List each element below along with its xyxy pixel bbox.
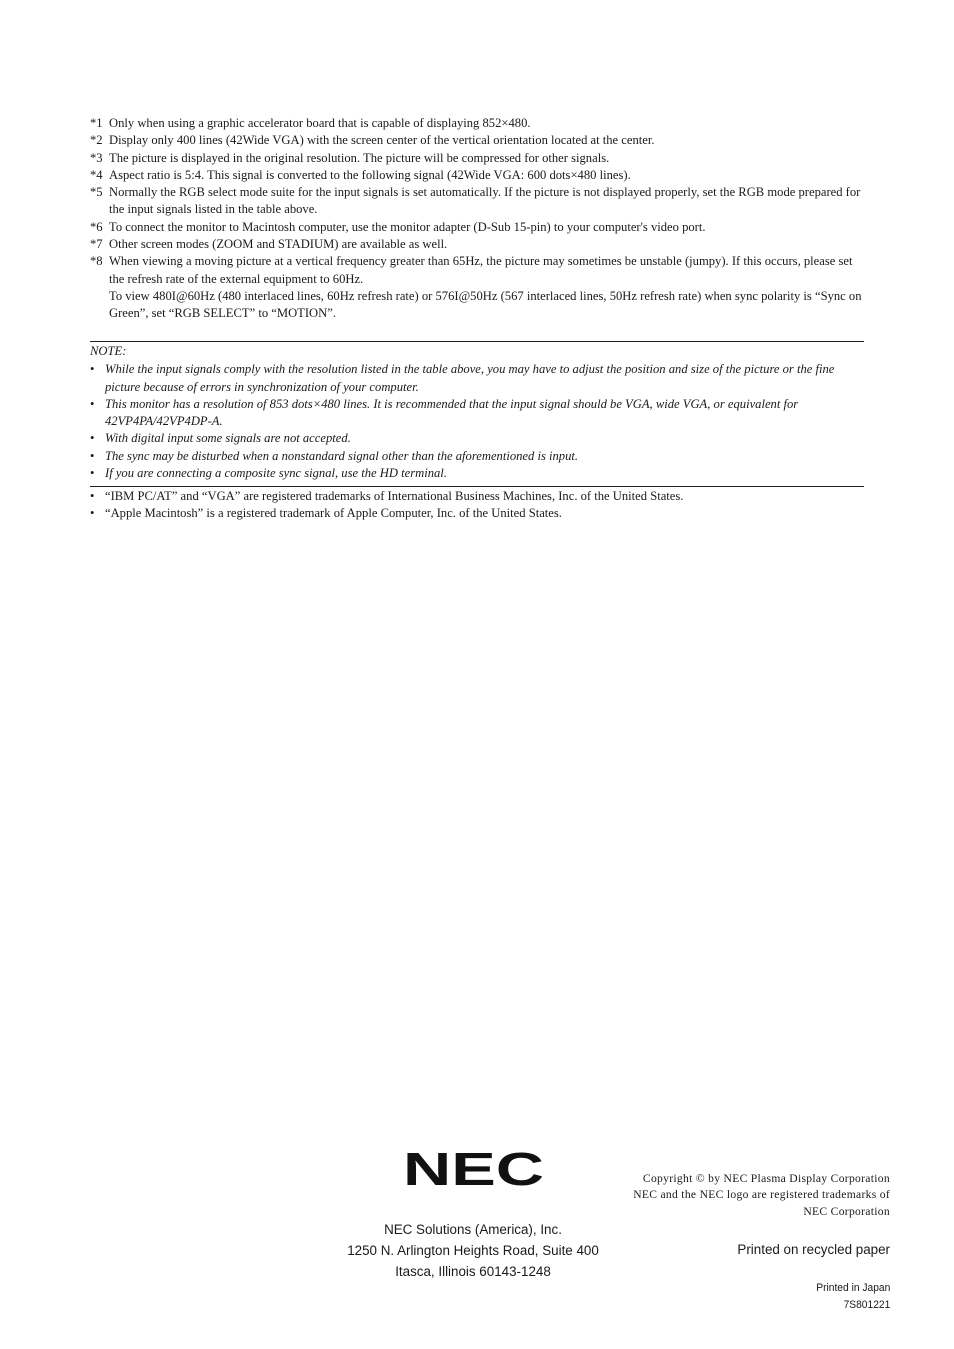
note-item xyxy=(90,448,865,465)
bullet-icon: • xyxy=(90,448,95,463)
note-text: The sync may be disturbed when a nonstandard signal other than the aforementioned is input. xyxy=(105,448,579,463)
footnote-text: Aspect ratio is 5:4. This signal is converted to the following signal (42Wide VGA: 600 dots×480 lines). xyxy=(109,167,631,182)
copyright-block xyxy=(570,1171,890,1220)
footnote xyxy=(90,236,865,253)
printed-country: Printed in Japan xyxy=(815,1282,890,1294)
trademarks-section xyxy=(90,488,865,523)
footnote-mark: *5 xyxy=(90,185,103,200)
note-item xyxy=(90,465,865,482)
copyright-line: NEC and the NEC logo are registered trademarks of xyxy=(633,1188,890,1202)
footnote-text: Normally the RGB select mode suite for the input signals is set automatically. If the picture is not displayed properly, set the RGB mode prepared for the input signals listed in the table above. xyxy=(109,185,861,217)
document-code: 7S801221 xyxy=(843,1298,890,1311)
divider-bottom xyxy=(90,486,864,487)
trademark-item xyxy=(90,505,865,522)
footnote-text: Display only 400 lines (42Wide VGA) with the screen center of the vertical orientation located at the center. xyxy=(109,133,655,148)
company-address xyxy=(318,1219,628,1282)
footnote-mark: *4 xyxy=(90,167,103,182)
note-text: If you are connecting a composite sync signal, use the HD terminal. xyxy=(105,466,447,481)
footnote xyxy=(90,253,865,322)
company-name: NEC Solutions (America), Inc. xyxy=(384,1222,562,1237)
footnote xyxy=(90,184,865,219)
footnote-text: When viewing a moving picture at a vertical frequency greater than 65Hz, the picture may sometimes be unstable (jumpy). If this occurs, please set the refresh rate of the external equipment to 60Hz. xyxy=(109,254,853,286)
copyright-line: NEC Corporation xyxy=(803,1204,890,1218)
trademark-text: “Apple Macintosh” is a registered trademark of Apple Computer, Inc. of the United States. xyxy=(105,506,562,521)
footnote xyxy=(90,132,865,149)
footnote-mark: *6 xyxy=(90,219,103,234)
footnote-continuation: To view 480I@60Hz (480 interlaced lines, 60Hz refresh rate) or 576I@50Hz (567 interlaced lines, 50Hz refresh rate) when sync polarity is “Sync on Green”, set “RGB SELECT” to “MOTION”. xyxy=(109,288,862,321)
bullet-icon: • xyxy=(90,466,95,481)
bullet-icon: • xyxy=(90,396,95,411)
footnote-text: Other screen modes (ZOOM and STADIUM) are available as well. xyxy=(109,237,448,252)
copyright-line: Copyright © by NEC Plasma Display Corporation xyxy=(642,1172,890,1185)
footnote-text: The picture is displayed in the original resolution. The picture will be compressed for other signals. xyxy=(109,150,610,165)
footnote-mark: *1 xyxy=(90,116,103,130)
footnote-text: Only when using a graphic accelerator board that is capable of displaying 852×480. xyxy=(109,116,531,130)
footnote-mark: *7 xyxy=(90,237,103,252)
note-title: NOTE: xyxy=(90,344,127,358)
print-info xyxy=(816,1280,890,1313)
footnote-mark: *8 xyxy=(90,254,103,269)
footnote xyxy=(90,115,865,132)
city-address: Itasca, Illinois 60143-1248 xyxy=(395,1264,551,1279)
note-text: While the input signals comply with the resolution listed in the table above, you may have to adjust the position and size of the picture or the fine picture because of errors in synchronization of your computer. xyxy=(105,362,835,394)
footnote xyxy=(90,167,865,184)
bullet-icon: • xyxy=(90,362,95,377)
note-text: With digital input some signals are not accepted. xyxy=(105,431,351,446)
note-item xyxy=(90,396,865,431)
note-text: This monitor has a resolution of 853 dots×480 lines. It is recommended that the input signal should be VGA, wide VGA, or equivalent for 42VP4PA/42VP4DP-A. xyxy=(105,396,799,429)
divider-top xyxy=(90,341,864,342)
footnote xyxy=(90,219,865,236)
footnote-text: To connect the monitor to Macintosh computer, use the monitor adapter (D-Sub 15-pin) to your computer's video port. xyxy=(109,219,706,234)
street-address: 1250 N. Arlington Heights Road, Suite 400 xyxy=(347,1243,599,1258)
bullet-icon: • xyxy=(90,431,95,446)
bullet-icon: • xyxy=(90,489,95,503)
nec-logo xyxy=(402,1150,545,1188)
footnote-text-group xyxy=(109,253,865,322)
nec-logo-text: NEC xyxy=(403,1150,544,1188)
footnotes xyxy=(90,115,865,323)
footnote xyxy=(90,150,865,167)
notes-section xyxy=(90,343,865,482)
recycled-paper-note: Printed on recycled paper xyxy=(737,1242,890,1257)
note-item xyxy=(90,430,865,447)
note-item xyxy=(90,361,865,396)
trademark-text: “IBM PC/AT” and “VGA” are registered trademarks of International Business Machines, Inc. of the United States. xyxy=(105,489,684,503)
footnote-mark: *2 xyxy=(90,133,103,148)
trademark-item xyxy=(90,488,865,505)
bullet-icon: • xyxy=(90,506,95,521)
footnote-mark: *3 xyxy=(90,150,103,165)
